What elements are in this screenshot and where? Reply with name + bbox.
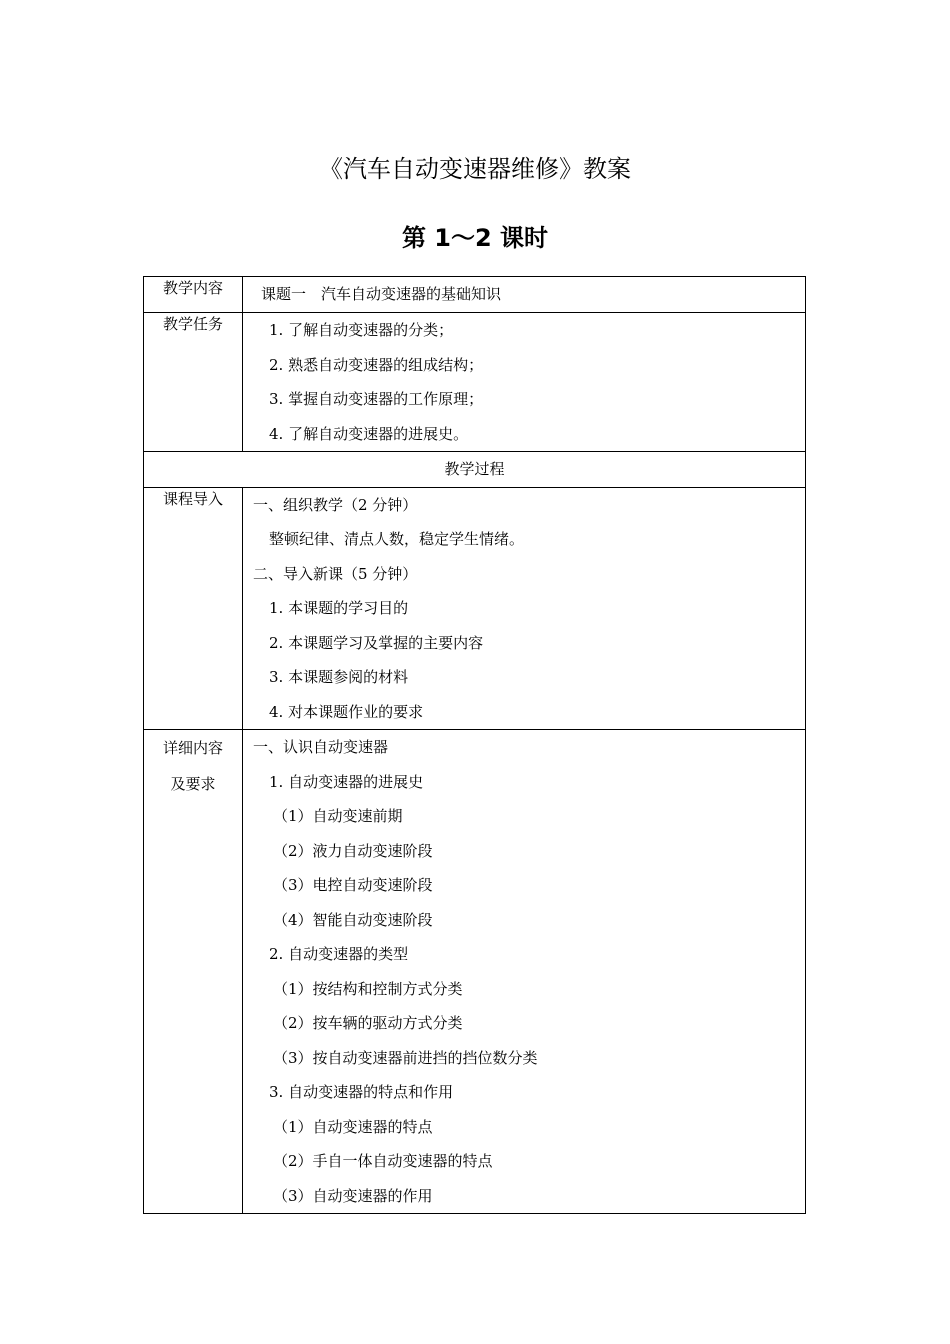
label-details (144, 730, 243, 1214)
detail-subheading: 3. 自动变速器的特点和作用 (269, 1083, 454, 1101)
intro-section-heading: 一、组织教学（2 分钟） (253, 495, 418, 514)
detail-item: （1）自动变速器的特点 (273, 1117, 433, 1136)
task-item: 1. 了解自动变速器的分类； (269, 321, 454, 339)
task-item: 3. 掌握自动变速器的工作原理； (269, 390, 484, 408)
intro-line: 1. 本课题的学习目的 (269, 599, 409, 617)
intro-line: 3. 本课题参阅的材料 (269, 668, 409, 686)
detail-item: （3）自动变速器的作用 (273, 1186, 433, 1205)
document-title: 《汽车自动变速器维修》教案 (319, 155, 631, 183)
value-teaching-tasks (243, 313, 806, 452)
detail-subheading: 2. 自动变速器的类型 (269, 945, 409, 963)
label-details-line1: 详细内容 (162, 739, 223, 757)
task-item: 2. 熟悉自动变速器的组成结构； (269, 355, 484, 374)
detail-item: （1）按结构和控制方式分类 (273, 979, 463, 998)
lesson-period-heading: 第 1～2 课时 (401, 224, 549, 252)
teaching-process-label: 教学过程 (444, 460, 505, 478)
label-teaching-tasks: 教学任务 (144, 313, 243, 452)
label-teaching-content: 教学内容 (144, 277, 243, 313)
detail-item: （3）电控自动变速阶段 (273, 876, 433, 894)
label-course-intro: 课程导入 (144, 487, 243, 730)
value-teaching-content (243, 277, 806, 313)
topic-text: 课题一 汽车自动变速器的基础知识 (261, 285, 502, 303)
value-course-intro (243, 487, 806, 730)
row-teaching-content (144, 277, 806, 313)
detail-item: （4）智能自动变速阶段 (273, 910, 433, 929)
detail-section-heading: 一、认识自动变速器 (253, 738, 389, 756)
intro-line: 2. 本课题学习及掌握的主要内容 (269, 633, 484, 652)
intro-line: 整顿纪律、清点人数，稳定学生情绪。 (269, 530, 525, 548)
intro-section-heading: 二、导入新课（5 分钟） (253, 564, 418, 583)
row-details (144, 730, 806, 1214)
row-teaching-tasks (144, 313, 806, 452)
detail-subheading: 1. 自动变速器的进展史 (269, 772, 424, 791)
detail-item: （1）自动变速前期 (273, 807, 403, 825)
teaching-process-header (144, 452, 806, 488)
label-details-line2: 及要求 (170, 775, 216, 793)
intro-line: 4. 对本课题作业的要求 (269, 702, 424, 721)
task-item: 4. 了解自动变速器的进展史。 (269, 424, 469, 443)
row-course-intro (144, 487, 806, 730)
detail-item: （3）按自动变速器前进挡的挡位数分类 (273, 1048, 538, 1067)
detail-item: （2）按车辆的驱动方式分类 (273, 1014, 463, 1032)
detail-item: （2）手自一体自动变速器的特点 (273, 1152, 493, 1170)
detail-item: （2）液力自动变速阶段 (273, 841, 433, 860)
row-process-header (144, 452, 806, 488)
lesson-plan-table (143, 276, 806, 1214)
value-details (243, 730, 806, 1214)
